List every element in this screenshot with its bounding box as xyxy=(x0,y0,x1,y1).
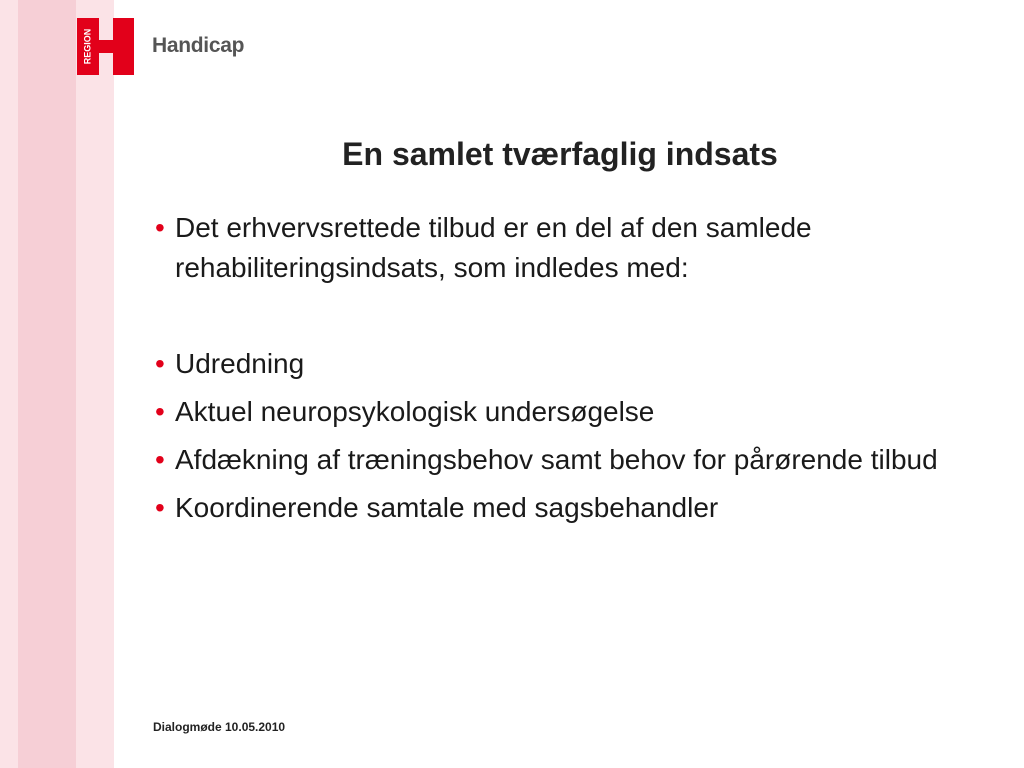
bullet-text: Afdækning af træningsbehov samt behov for pårørende tilbud xyxy=(175,444,938,475)
bullet-text: Det erhvervsrettede tilbud er en del af den samlede rehabiliteringsindsats, som indledes med: xyxy=(175,212,812,283)
bullet-item xyxy=(155,440,985,480)
bullet-text: Koordinerende samtale med sagsbehandler xyxy=(175,492,719,523)
decor-stripe-pink xyxy=(18,0,76,768)
footer-date: Dialogmøde 10.05.2010 xyxy=(153,720,286,734)
bullet-text: Udredning xyxy=(175,348,305,379)
region-h-logo-icon xyxy=(77,18,134,75)
bullet-item xyxy=(155,208,985,288)
bullet-dot-icon: • xyxy=(155,444,165,475)
decor-stripe-light-right xyxy=(76,0,114,768)
bullet-text: Aktuel neuropsykologisk undersøgelse xyxy=(175,396,655,427)
bullet-item xyxy=(155,488,985,528)
logo-name: Handicap xyxy=(152,34,245,57)
slide-title: En samlet tværfaglig indsats xyxy=(342,136,778,172)
bullet-dot-icon: • xyxy=(155,348,165,379)
bullet-dot-icon: • xyxy=(155,212,165,243)
bullet-dot-icon: • xyxy=(155,492,165,523)
logo-mark-text: REGION xyxy=(82,28,93,65)
bullet-item xyxy=(155,344,985,384)
bullet-list xyxy=(155,208,985,536)
decor-stripe-light-left xyxy=(0,0,18,768)
bullet-item xyxy=(155,392,985,432)
bullet-dot-icon: • xyxy=(155,396,165,427)
